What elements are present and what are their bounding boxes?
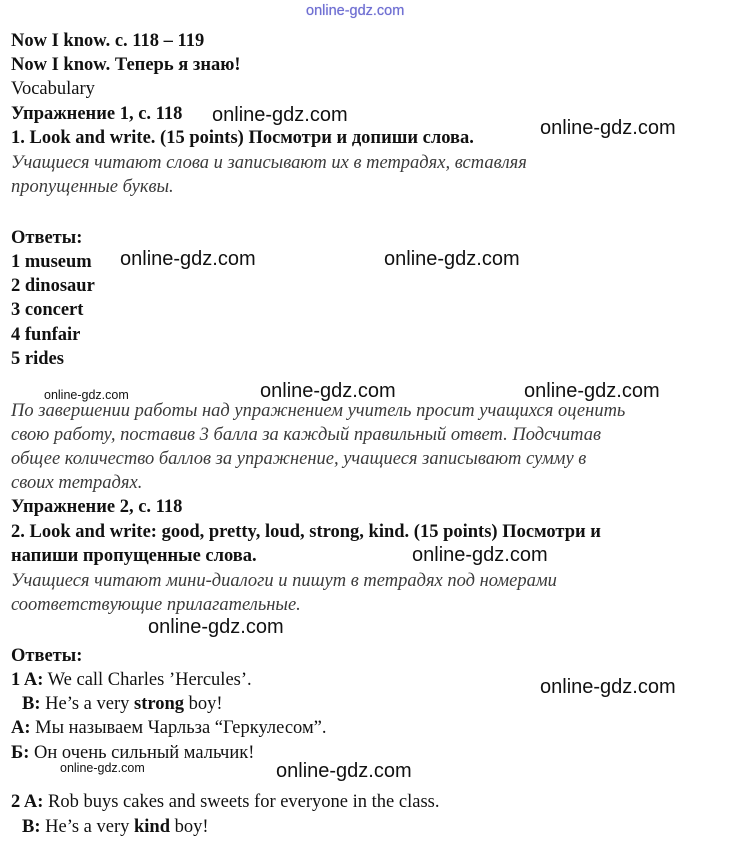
dialogue-text: He’s a very bbox=[40, 817, 134, 837]
exercise-1-answer: 1 museum bbox=[11, 252, 92, 272]
dialogue-text: Rob buys cakes and sweets for everyone in the class. bbox=[43, 792, 440, 812]
exercise-1-note-line: Учащиеся читают слова и записывают их в тетрадях, вставляя bbox=[11, 153, 527, 173]
exercise-1-note-line: пропущенные буквы. bbox=[11, 177, 174, 197]
dialogue-1-line-b bbox=[22, 692, 223, 716]
exercise-1-task: 1. Look and write. (15 points) Посмотри и допиши слова. bbox=[11, 128, 474, 148]
speaker-label: А: bbox=[11, 718, 31, 738]
speaker-label: Б: bbox=[11, 743, 30, 763]
watermark: online-gdz.com bbox=[540, 117, 676, 139]
exercise-1-answer: 3 concert bbox=[11, 300, 84, 320]
exercise-1-answer: 4 funfair bbox=[11, 325, 81, 345]
answer-word: strong bbox=[134, 694, 185, 714]
speaker-label: 1 A: bbox=[11, 670, 44, 690]
dialogue-text: He’s a very bbox=[40, 694, 134, 714]
watermark: online-gdz.com bbox=[148, 616, 284, 638]
exercise-1-answers-label: Ответы: bbox=[11, 228, 83, 248]
dialogue-text: boy! bbox=[184, 694, 223, 714]
watermark: online-gdz.com bbox=[412, 544, 548, 566]
watermark: online-gdz.com bbox=[44, 388, 129, 402]
page-title: Now I know. c. 118 – 119 bbox=[11, 31, 205, 51]
dialogue-1-translation-a bbox=[11, 716, 327, 740]
exercise-2-note-line: Учащиеся читают мини-диалоги и пишут в тетрадях под номерами bbox=[11, 571, 557, 591]
exercise-2-heading: Упражнение 2, с. 118 bbox=[11, 497, 183, 517]
section-label: Vocabulary bbox=[11, 79, 95, 99]
exercise-1-evaluation-line: По завершении работы над упражнением учитель просит учащихся оценить bbox=[11, 401, 626, 421]
exercise-1-evaluation-line: своих тетрадях. bbox=[11, 473, 143, 493]
watermark: online-gdz.com bbox=[540, 676, 676, 698]
dialogue-text: boy! bbox=[170, 817, 209, 837]
exercise-1-answer: 2 dinosaur bbox=[11, 276, 95, 296]
speaker-label: B: bbox=[22, 817, 41, 837]
dialogue-2-line-b bbox=[22, 815, 209, 839]
dialogue-text: We call Charles ’Hercules’. bbox=[43, 670, 252, 690]
page-subtitle: Now I know. Теперь я знаю! bbox=[11, 55, 241, 75]
dialogue-1-line-a bbox=[11, 668, 252, 692]
dialogue-text: Мы называем Чарльза “Геркулесом”. bbox=[30, 718, 327, 738]
exercise-1-evaluation-line: общее количество баллов за упражнение, учащиеся записывают сумму в bbox=[11, 449, 587, 469]
exercise-1-heading: Упражнение 1, с. 118 bbox=[11, 104, 183, 124]
exercise-1-evaluation-line: свою работу, поставив 3 балла за каждый правильный ответ. Подсчитав bbox=[11, 425, 601, 445]
watermark: online-gdz.com bbox=[524, 380, 660, 402]
exercise-2-note-line: соответствующие прилагательные. bbox=[11, 595, 301, 615]
speaker-label: B: bbox=[22, 694, 41, 714]
dialogue-text: Он очень сильный мальчик! bbox=[29, 743, 255, 763]
watermark: online-gdz.com bbox=[384, 248, 520, 270]
exercise-2-answers-label: Ответы: bbox=[11, 646, 83, 666]
exercise-1-answer: 5 rides bbox=[11, 349, 64, 369]
exercise-2-task-line: напиши пропущенные слова. bbox=[11, 546, 257, 566]
watermark: online-gdz.com bbox=[260, 380, 396, 402]
exercise-2-task-line: 2. Look and write: good, pretty, loud, strong, kind. (15 points) Посмотри и bbox=[11, 522, 601, 542]
watermark: online-gdz.com bbox=[120, 248, 256, 270]
answer-word: kind bbox=[134, 817, 171, 837]
dialogue-2-line-a bbox=[11, 790, 439, 814]
watermark: online-gdz.com bbox=[60, 761, 145, 775]
speaker-label: 2 A: bbox=[11, 792, 44, 812]
watermark: online-gdz.com bbox=[276, 760, 412, 782]
watermark: online-gdz.com bbox=[212, 104, 348, 126]
watermark-top: online-gdz.com bbox=[306, 3, 405, 19]
